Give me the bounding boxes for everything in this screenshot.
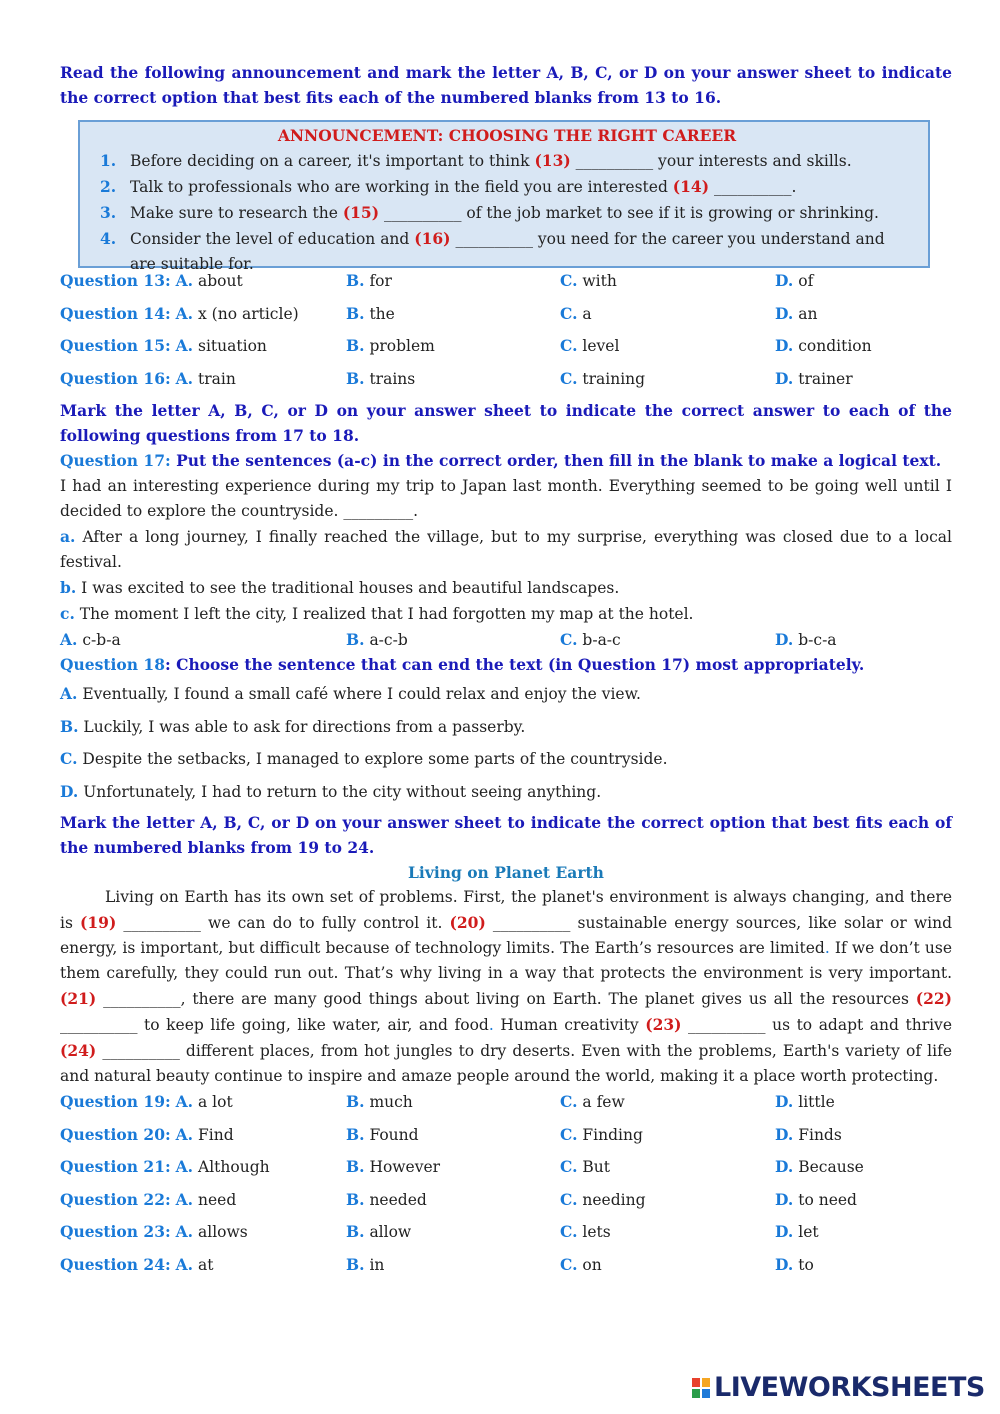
logo-square: [692, 1378, 700, 1387]
option-letter: A.: [175, 368, 194, 388]
sentence-text: I was excited to see the traditional houses and beautiful landscapes.: [76, 579, 620, 597]
questions-19-24: [60, 1089, 952, 1284]
option-letter: D.: [775, 1189, 794, 1209]
item-number: 4.: [100, 229, 117, 248]
question-label: Question 20:: [60, 1124, 171, 1144]
question-label: Question 19:: [60, 1092, 171, 1111]
item-text: Consider the level of education and: [130, 230, 415, 248]
option-d[interactable]: to: [798, 1255, 814, 1274]
option-letter: C.: [560, 1092, 578, 1111]
question-17-text: I had an interesting experience during my trip to Japan last month. Everything seemed to be going well until I decided to explore the countryside. _________.: [60, 477, 952, 520]
logo-square: [692, 1389, 700, 1398]
option-letter: D.: [775, 1092, 794, 1111]
option-a[interactable]: situation: [198, 337, 267, 355]
sentence-letter: b.: [60, 578, 77, 597]
option-letter: B.: [346, 336, 365, 355]
option-letter: D.: [775, 271, 794, 290]
logo-square: [702, 1378, 710, 1387]
option-letter: D.: [60, 781, 79, 801]
option-letter: D.: [775, 1222, 794, 1241]
item-text: Make sure to research the: [130, 204, 343, 222]
option-letter: D.: [775, 1124, 794, 1144]
option-b[interactable]: problem: [369, 337, 435, 355]
question-18-option-c[interactable]: [60, 743, 952, 776]
blank-number: (19): [80, 913, 117, 932]
option-a[interactable]: allows: [198, 1223, 248, 1241]
passage-title: Living on Planet Earth: [408, 863, 604, 882]
logo-square: [702, 1389, 710, 1398]
question-row-16: [60, 366, 952, 399]
option-a[interactable]: c-b-a: [82, 631, 121, 649]
option-letter: C.: [560, 1254, 578, 1274]
option-letter: D.: [775, 1254, 794, 1274]
option-letter: D.: [775, 336, 794, 355]
option-a[interactable]: a lot: [198, 1093, 233, 1111]
item-number: 3.: [100, 203, 117, 222]
sentence-letter: a.: [60, 527, 76, 546]
announcement-title: ANNOUNCEMENT: CHOOSING THE RIGHT CAREER: [277, 126, 737, 145]
blank-number: (21): [60, 989, 97, 1008]
option-letter: B.: [346, 630, 365, 649]
option-letter: A.: [175, 1092, 194, 1111]
option-b[interactable]: needed: [369, 1190, 427, 1209]
option-c[interactable]: But: [582, 1158, 611, 1176]
question-17-options: [60, 627, 952, 652]
option-b[interactable]: However: [369, 1158, 441, 1176]
option-letter: A.: [175, 1124, 194, 1144]
item-number: 2.: [100, 177, 117, 196]
option-a[interactable]: x (no article): [198, 304, 299, 323]
option-d[interactable]: Finds: [798, 1125, 842, 1144]
question-row-13: [60, 268, 952, 301]
option-text: Luckily, I was able to ask for directions from a passerby.: [78, 717, 526, 736]
section3-instruction: Mark the letter A, B, C, or D on your answer sheet to indicate the correct option that best fits each of the numbered blanks from 19 to 24.: [60, 813, 952, 857]
option-letter: D.: [775, 630, 794, 649]
question-18-option-a[interactable]: [60, 678, 952, 711]
option-a[interactable]: Find: [198, 1125, 234, 1144]
liveworksheets-logo[interactable]: [692, 1372, 985, 1403]
option-letter: C.: [560, 1157, 578, 1176]
option-d[interactable]: let: [798, 1223, 819, 1241]
option-d[interactable]: condition: [798, 337, 872, 355]
question-17-prompt: [60, 448, 952, 474]
item-text: Before deciding on a career, it's important to think: [130, 152, 535, 170]
question-label: Question 17:: [60, 451, 171, 470]
announcement-box: [78, 120, 930, 273]
option-a[interactable]: about: [198, 272, 243, 290]
option-letter: A.: [175, 1222, 194, 1241]
option-letter: B.: [346, 368, 365, 388]
option-letter: C.: [560, 1189, 578, 1209]
question-18-prompt: [60, 652, 952, 678]
option-text: Despite the setbacks, I managed to explore some parts of the countryside.: [77, 750, 668, 768]
option-text: Eventually, I found a small café where I could relax and enjoy the view.: [77, 685, 641, 703]
question-18-option-d[interactable]: [60, 776, 952, 809]
option-letter: A.: [60, 684, 78, 703]
option-c[interactable]: a: [582, 304, 592, 323]
option-b[interactable]: in: [369, 1255, 385, 1274]
question-label: Question 24:: [60, 1254, 171, 1274]
option-d[interactable]: of: [798, 272, 814, 290]
announcement-item: [100, 200, 914, 226]
option-letter: C.: [560, 368, 578, 388]
question-row-21: [60, 1154, 952, 1187]
option-letter: C.: [560, 336, 578, 355]
sentence-text: The moment I left the city, I realized that I had forgotten my map at the hotel.: [74, 605, 694, 623]
question-label: Question 21:: [60, 1157, 171, 1176]
option-letter: B.: [346, 1124, 365, 1144]
option-letter: B.: [346, 1092, 365, 1111]
option-letter: A.: [175, 1254, 194, 1274]
option-letter: D.: [775, 303, 794, 323]
sentence-a: [60, 524, 952, 575]
announcement-list: [100, 148, 914, 277]
option-a[interactable]: at: [198, 1255, 214, 1274]
blank-number: (20): [449, 913, 486, 932]
question-instruction: Put the sentences (a-c) in the correct order, then fill in the blank to make a logical text.: [170, 451, 942, 470]
option-d[interactable]: to need: [798, 1190, 857, 1209]
option-c[interactable]: needing: [582, 1190, 646, 1209]
question-row-14: [60, 301, 952, 334]
blank-number: (13): [534, 151, 571, 170]
item-text: Talk to professionals who are working in the field you are interested: [130, 178, 673, 196]
worksheet-page: [60, 60, 952, 1284]
option-b[interactable]: allow: [369, 1223, 412, 1241]
passage: Living on Earth has its own set of problems. First, the planet's environment is always changing, and there is (19) __________ we can do to fully control it. (20) __________ sustainable energy sources, like solar or wind energy, is important, but difficult because of technology limits. The Earth’s resources are limited. If we don’t use them carefully, they could run out. That’s why living in a way that protects the environment is very important. (21) __________, there are many good things about living on Earth. The planet gives us all the resources (22) __________ to keep life going, like water, air, and food. Human creativity (23) __________ us to adapt and thrive (24) __________ different places, from hot jungles to dry deserts. Even with the problems, Earth's variety of life and natural beauty continue to inspire and amaze people around the world, making it a place worth protecting.: [60, 888, 952, 1085]
option-c[interactable]: lets: [582, 1223, 611, 1241]
question-label: Question 13:: [60, 271, 171, 290]
option-c[interactable]: level: [582, 337, 620, 355]
question-row-24: [60, 1252, 952, 1285]
logo-text: LIVEWORKSHEETS: [714, 1372, 985, 1403]
option-a[interactable]: Although: [198, 1158, 270, 1176]
option-letter: A.: [175, 271, 194, 290]
option-d[interactable]: b-c-a: [798, 631, 837, 649]
question-label: Question 16:: [60, 368, 171, 388]
question-label: Question 14:: [60, 303, 171, 323]
option-c[interactable]: on: [582, 1255, 602, 1274]
question-row-19: [60, 1089, 952, 1122]
option-a[interactable]: need: [198, 1190, 237, 1209]
question-row-23: [60, 1219, 952, 1252]
option-c[interactable]: a few: [582, 1093, 625, 1111]
option-letter: C.: [560, 1222, 578, 1241]
option-letter: D.: [775, 368, 794, 388]
option-letter: B.: [60, 716, 79, 736]
option-letter: C.: [60, 749, 78, 768]
option-b[interactable]: the: [369, 304, 395, 323]
option-letter: B.: [346, 271, 365, 290]
option-b[interactable]: for: [369, 272, 392, 290]
question-label: Question 18: [60, 655, 165, 674]
item-text: __________ you need for the career you understand and are suitable for.: [130, 230, 885, 273]
blank-number: (15): [342, 203, 380, 222]
option-letter: C.: [560, 303, 578, 323]
option-b[interactable]: much: [369, 1093, 413, 1111]
option-letter: C.: [560, 630, 578, 649]
option-letter: A.: [175, 1189, 194, 1209]
question-instruction: : Choose the sentence that can end the text (in Question 17) most appropriately.: [164, 655, 865, 674]
option-c[interactable]: with: [582, 272, 617, 290]
question-row-15: [60, 333, 952, 366]
blank-number: (16): [414, 229, 451, 248]
question-label: Question 22:: [60, 1189, 171, 1209]
question-row-22: [60, 1187, 952, 1220]
sentence-c: [60, 601, 952, 627]
section2-instruction: Mark the letter A, B, C, or D on your answer sheet to indicate the correct answer to each of the following questions from 17 to 18.: [60, 401, 952, 445]
option-letter: A.: [60, 630, 78, 649]
option-letter: C.: [560, 1124, 578, 1144]
item-text: __________ your interests and skills.: [570, 152, 852, 170]
option-c[interactable]: b-a-c: [582, 631, 621, 649]
blank-number: (22): [915, 989, 952, 1008]
option-letter: B.: [346, 303, 365, 323]
sentence-text: After a long journey, I finally reached the village, but to my surprise, everything was closed due to a local festival.: [60, 528, 952, 571]
questions-13-16: [60, 268, 952, 398]
item-text: __________ of the job market to see if it is growing or shrinking.: [379, 204, 879, 222]
sentence-b: [60, 575, 952, 601]
question-row-20: [60, 1122, 952, 1155]
option-text: Unfortunately, I had to return to the city without seeing anything.: [78, 782, 602, 801]
option-letter: B.: [346, 1189, 365, 1209]
option-b[interactable]: Found: [369, 1125, 419, 1144]
option-c[interactable]: training: [582, 369, 646, 388]
option-letter: B.: [346, 1254, 365, 1274]
option-letter: C.: [560, 271, 578, 290]
question-label: Question 23:: [60, 1222, 171, 1241]
logo-icon: [692, 1378, 710, 1398]
option-letter: B.: [346, 1157, 365, 1176]
blank-number: (24): [60, 1041, 97, 1060]
sentence-letter: c.: [60, 604, 75, 623]
option-letter: A.: [175, 1157, 194, 1176]
option-d[interactable]: trainer: [798, 369, 853, 388]
blank-number: (14): [672, 177, 710, 196]
option-c[interactable]: Finding: [582, 1125, 643, 1144]
item-number: 1.: [100, 151, 117, 170]
item-text: __________.: [709, 178, 797, 196]
announcement-item: [100, 174, 914, 200]
option-letter: A.: [175, 336, 194, 355]
option-d[interactable]: Because: [798, 1158, 864, 1176]
option-b[interactable]: a-c-b: [369, 631, 408, 649]
option-letter: A.: [175, 303, 194, 323]
option-b[interactable]: trains: [369, 369, 416, 388]
question-18-option-b[interactable]: [60, 711, 952, 744]
option-letter: B.: [346, 1222, 365, 1241]
section1-instruction: Read the following announcement and mark the letter A, B, C, or D on your answer sheet to indicate the correct option that best fits each of the numbered blanks from 13 to 16.: [60, 63, 952, 107]
option-d[interactable]: little: [798, 1093, 835, 1111]
blank-number: (23): [645, 1015, 682, 1034]
option-a[interactable]: train: [198, 369, 236, 388]
option-d[interactable]: an: [798, 304, 818, 323]
announcement-item: [100, 148, 914, 174]
option-letter: D.: [775, 1157, 794, 1176]
question-label: Question 15:: [60, 336, 171, 355]
